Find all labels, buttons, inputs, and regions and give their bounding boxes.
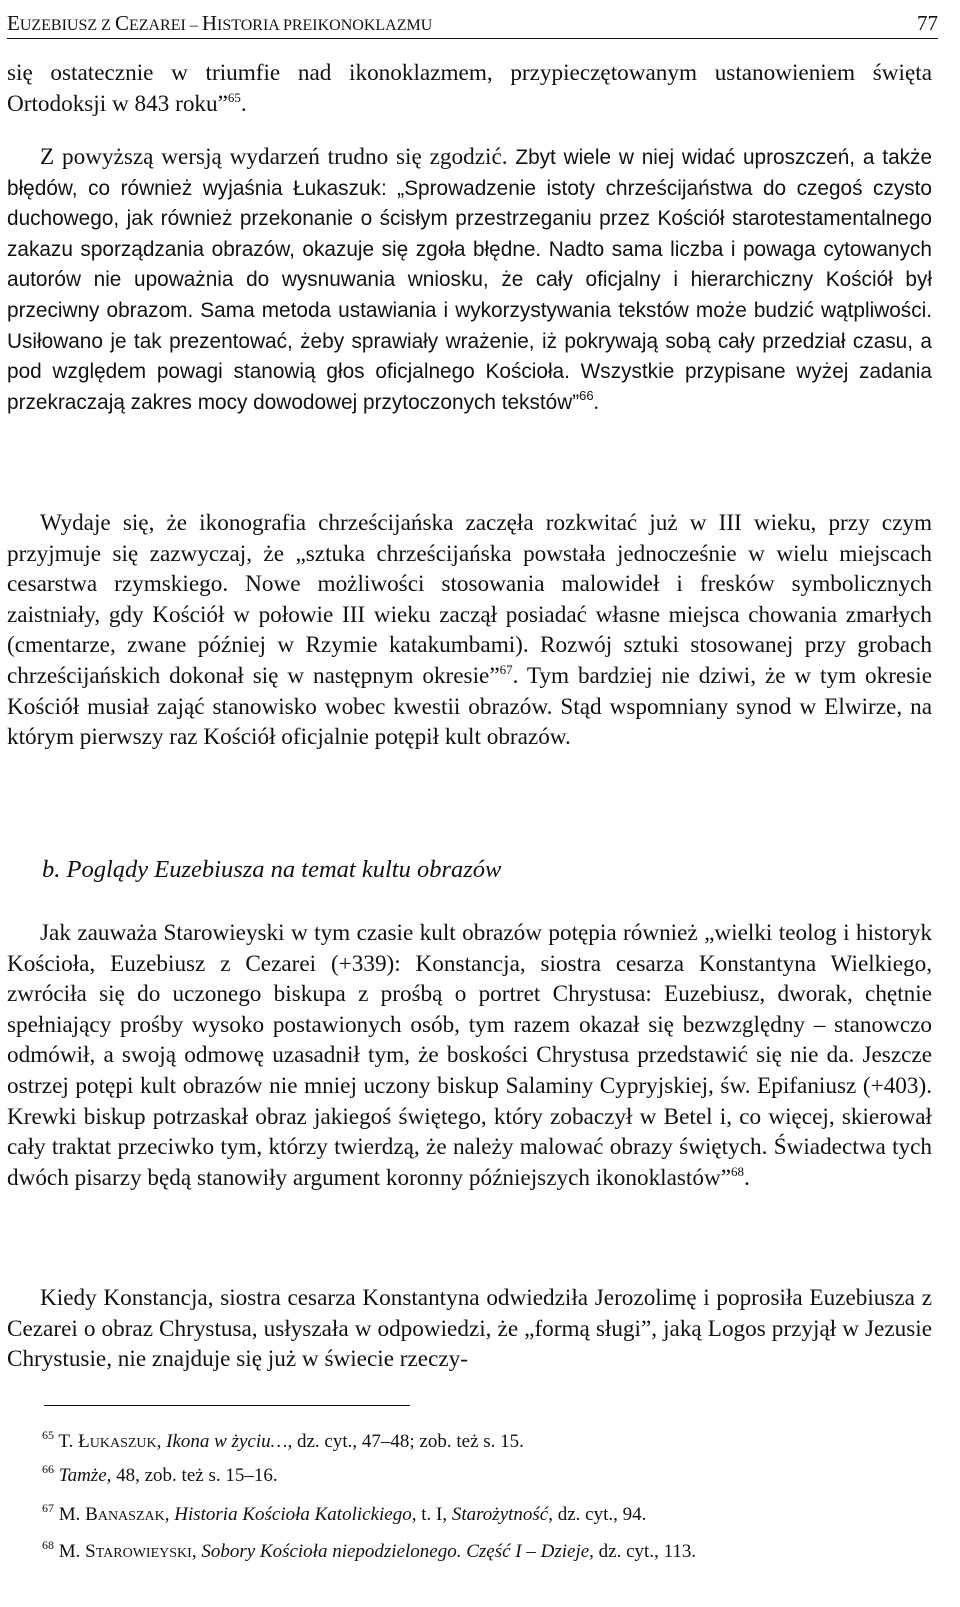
running-header-title: EUZEBIUSZ Z CEZAREI – HISTORIA PREIKONOKLAZMU [7,11,433,35]
paragraph: Z powyższą wersją wydarzeń trudno się zgodzić. Zbyt wiele w niej widać uproszczeń, a także błędów, co również wyjaśnia Łukaszuk: „Sprowadzenie istoty chrześcijaństwa do czegoś czysto duchowego, jak również przekonanie o ścisłym przestrzeganiu przez Kościół starotestamentalnego zakazu sporządzania obrazów, okazuje się zgoła błędne. Nadto sama liczba i powaga cytowanych autorów nie upoważnia do wysnuwania wniosku, że cały oficjalny i hierarchiczny Kościół był przeciwny obrazom. Sama metoda ustawiania i wykorzystywania tekstów może budzić wątpliwości. Usiłowano je tak prezentować, żeby sprawiały wrażenie, iż pokrywają sobą cały przedział czasu, a pod względem powagi stanowią głos oficjalnego Kościoła. Wszystkie przypisane wyżej zadania przekraczają zakres mocy dowodowej przytoczonych tekstów”$^{66}$. [7,144,933,414]
footnote-ref: 67 [499,661,513,677]
paragraph-text: Zbyt wiele w niej widać uproszczeń, a także błędów, co również wyjaśnia Łukaszuk: „Sprowadzenie istoty chrześcijaństwa do czegoś czysto duchowego, jak również przekonanie o ścisłym przestrzeganiu przez Kościół starotestamentalnego zakazu sporządzania obrazów, okazuje się zgoła błędne. Nadto sama liczba i powaga cytowanych autorów nie upoważnia do wysnuwania wniosku, że cały oficjalny i hierarchiczny Kościół był przeciwny obrazom. Sama metoda ustawiania i wykorzystywania tekstów może budzić wątpliwości. Usiłowano je tak prezentować, żeby sprawiały wrażenie, iż pokrywają sobą cały przedział czasu, a pod względem powagi stanowią głos oficjalnego Kościoła. Wszystkie przypisane wyżej zadania przekraczają zakres mocy dowodowej przytoczonych tekstów” [7,146,933,414]
footnote-divider [44,1405,410,1406]
paragraph-text: . Tym bardziej nie dziwi, że w tym okresie Kościół musiał zająć stanowisko wobec kwestii obrazów. Stąd wspomniany synod w Elwirze, na którym pierwszy raz Kościół oficjalnie potępił kult obrazów. [7,662,932,751]
running-header [7,2,938,39]
section-heading: b. Poglądy Euzebiusza na temat kultu obrazów [42,856,502,883]
paragraph-text: się ostatecznie w triumfie nad ikonoklazmem, przypieczętowanym ustanowieniem święta Ortodoksji w 843 roku”$^{65}$. [7,60,932,117]
footnote: $^{66}$ Tamże, 48, zob. też s. 15–16. [42,1462,278,1486]
paragraph [7,58,932,119]
footnote: $^{65}$ T. ŁUKASZUK, Ikona w życiu…, dz. cyt., 47–48; zob. też s. 15. [42,1428,524,1452]
footnote-ref: 66 [579,387,594,403]
paragraph-text: Wydaje się, że ikonografia chrześcijańska zaczęła rozkwitać już w III wieku, przy czym przyjmuje się zazwyczaj, że „sztuka chrześcijańska powstała jednocześnie w wielu miejscach cesarstwa rzymskiego. Nowe możliwości stosowania malowideł i fresków symbolicznych zaistniały, gdy Kościół w połowie III wieku zaczął posiadać własne miejsca chowania zmarłych (cmentarze, zwane później w Rzymie katakumbami). Rozwój sztuki stosowanej przy grobach chrześcijańskich dokonał się w następnym okresie” [7,510,932,689]
paragraph-text: Kiedy Konstancja, siostra cesarza Konstantyna odwiedziła Jerozolimę i poprosiła Euzebiusza z Cezarei o obraz Chrystusa, usłyszała w odpowiedzi, że „formą sługi”, jaką Logos przyjął w Jezusie Chrystusie, nie znajduje się już w świecie rzeczy- [7,1285,932,1373]
paragraph [7,1283,932,1375]
paragraph-text: Z powyższą wersją wydarzeń trudno się zgodzić. [40,144,508,170]
footnote-ref: 68 [731,1163,745,1179]
footnote-ref: 65 [227,89,241,105]
page-number: 77 [917,11,938,35]
paragraph [7,508,932,753]
paragraph [7,918,932,1193]
footnote: $^{67}$ M. BANASZAK, Historia Kościoła Katolickiego, t. I, Starożytność, dz. cyt., 94. [42,1501,647,1525]
paragraph-text: Jak zauważa Starowieyski w tym czasie kult obrazów potępia również „wielki teolog i historyk Kościoła, Euzebiusz z Cezarei (+339): Konstancja, siostra cesarza Konstantyna Wielkiego, zwróciła się do uczonego biskupa z prośbą o portret Chrystusa: Euzebiusz, dworak, chętnie spełniający prośby wysoko postawionych osób, tym razem okazał się bezwzględny – stanowczo odmówił, a swoją odmowę uzasadnił tym, że boskości Chrystusa przedstawić się nie da. Jeszcze ostrzej potępi kult obrazów nie mniej uczony biskup Salaminy Cypryjskiej, św. Epifaniusz (+403). Krewki biskup potrzaskał obraz jakiegoś świętego, który zobaczył w Betel i, co więcej, skierował cały traktat przeciwko tym, którzy twierdzą, że należy malować obrazy świętych. Świadectwa tych dwóch pisarzy będą stanowiły argument koronny późniejszych ikonoklastów” [7,920,932,1191]
footnote: $^{68}$ M. STAROWIEYSKI, Sobory Kościoła niepodzielonego. Część I – Dzieje, dz. cyt., 113. [42,1538,697,1562]
paragraph-text: . [744,1164,750,1191]
